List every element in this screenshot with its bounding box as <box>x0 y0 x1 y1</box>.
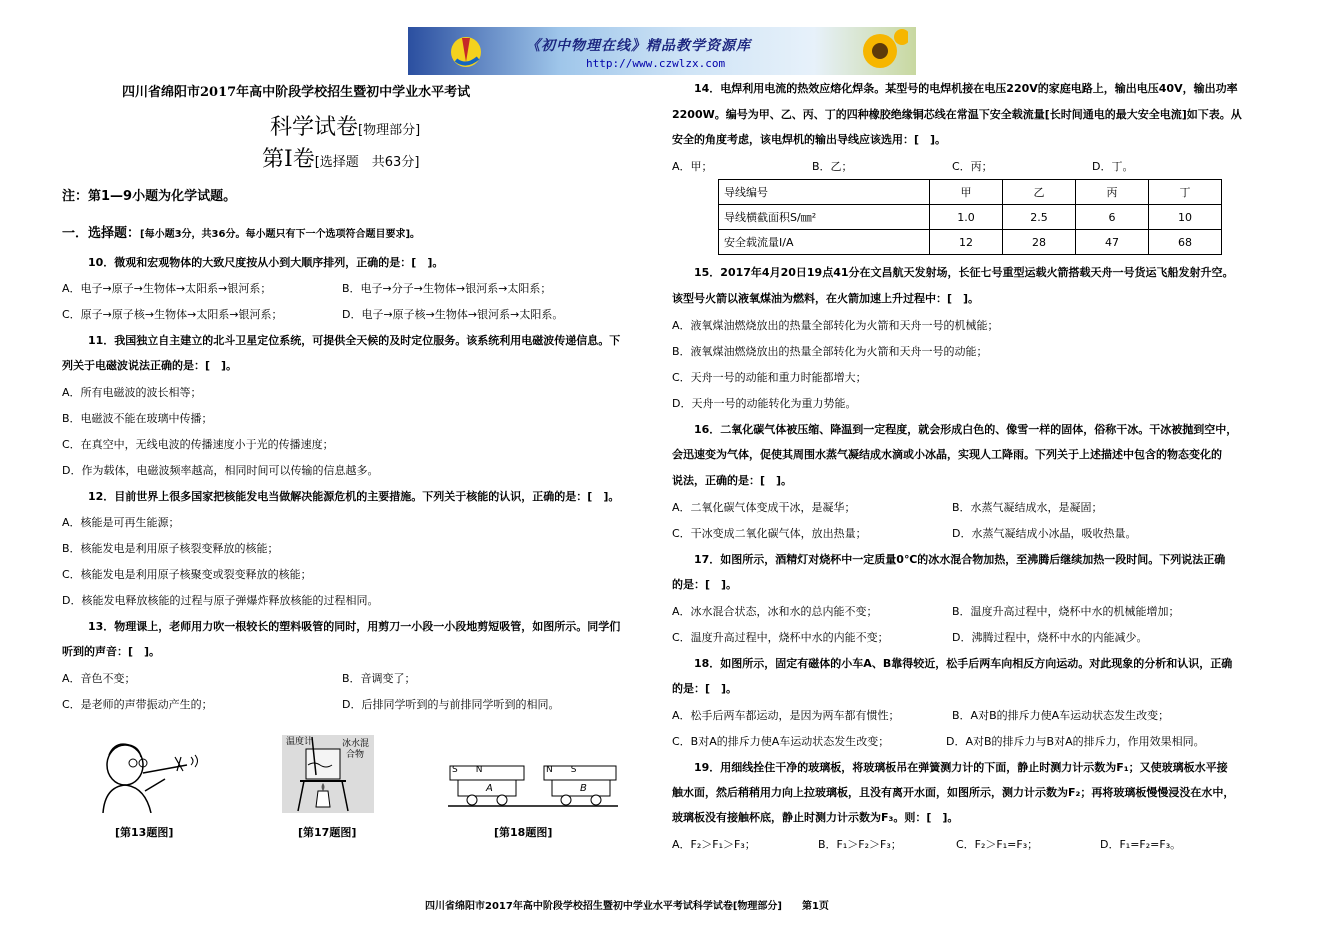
q18-option-d: D．A对B的排斥力与B对A的排斥力，作用效果相同。 <box>946 735 1205 748</box>
cart-b-label: B <box>580 783 587 794</box>
table-header-cell: 导线编号 <box>719 180 930 205</box>
banner-url[interactable]: http://www.czwlzx.com <box>586 57 726 70</box>
q13-option-c: C．是老师的声带振动产生的； <box>62 698 213 711</box>
exam-title: 四川省绵阳市2017年高中阶段学校招生暨初中学业水平考试 <box>122 85 471 100</box>
q19-stem-line3: 玻璃板没有接触杯底，静止时测力计示数为F₃。则：[ ]。 <box>672 811 959 824</box>
q18-option-c: C．B对A的排斥力使A车运动状态发生改变； <box>672 735 890 748</box>
q11-stem-line1: 11．我国独立自主建立的北斗卫星定位系统，可提供全天候的及时定位服务。该系统利用电磁波传递信息。下 <box>88 334 621 347</box>
table-cell: 12 <box>930 230 1003 255</box>
q11-option-a: A．所有电磁波的波长相等； <box>62 386 202 399</box>
table-row <box>719 205 1222 230</box>
q15-stem-line1: 15．2017年4月20日19点41分在文昌航天发射场，长征七号重型运载火箭搭载天舟一号货运飞船发射升空。 <box>694 266 1234 279</box>
q10-stem: 10．微观和宏观物体的大致尺度按从小到大顺序排列，正确的是：[ ]。 <box>88 256 444 269</box>
q17-option-a: A．冰水混合状态，冰和水的总内能不变； <box>672 605 878 618</box>
paper-title-sub: [物理部分] <box>358 123 421 138</box>
q14-option-b: B．乙； <box>812 160 853 173</box>
wire-current-table <box>718 179 1222 255</box>
q16-option-d: D．水蒸气凝结成小冰晶，吸收热量。 <box>952 527 1137 540</box>
table-cell: 1.0 <box>930 205 1003 230</box>
q14-option-d: D．丁。 <box>1092 160 1134 173</box>
note: 注：第1—9小题为化学试题。 <box>62 189 237 204</box>
section-heading <box>62 225 420 244</box>
table-header-row <box>719 180 1222 205</box>
q19-stem-line1: 19．用细线拴住干净的玻璃板，将玻璃板吊在弹簧测力计的下面，静止时测力计示数为F₁；又使玻璃板水平接 <box>694 761 1228 774</box>
table-cell: 6 <box>1076 205 1149 230</box>
volume-title-main: 第Ⅰ卷 <box>262 147 315 172</box>
q13-stem-line1: 13．物理课上，老师用力吹一根较长的塑料吸管的同时，用剪刀一小段一小段地剪短吸管，如图所示。同学们 <box>88 620 621 633</box>
q15-option-a: A．液氧煤油燃烧放出的热量全部转化为火箭和天舟一号的机械能； <box>672 319 999 332</box>
q15-option-c: C．天舟一号的动能和重力时能都增大； <box>672 371 867 384</box>
table-row <box>719 230 1222 255</box>
table-cell: 安全载流量I/A <box>719 230 930 255</box>
q16-option-c: C．干冰变成二氧化碳气体，放出热量； <box>672 527 867 540</box>
table-header-cell: 甲 <box>930 180 1003 205</box>
cart-a-label: A <box>486 783 493 794</box>
mixture-label-1: 冰水混 <box>342 739 370 749</box>
q16-option-a: A．二氧化碳气体变成干冰，是凝华； <box>672 501 856 514</box>
volume-title <box>262 145 419 178</box>
figure-17-beaker <box>282 735 374 813</box>
magnet-a-poles: S N <box>452 765 483 775</box>
table-cell: 28 <box>1003 230 1076 255</box>
q17-stem-line1: 17．如图所示，酒精灯对烧杯中一定质量0℃的冰水混合物加热，至沸腾后继续加热一段时间。下列说法正确 <box>694 553 1226 566</box>
q19-stem-line2: 触水面，然后稍稍用力向上拉玻璃板，且没有离开水面，如图所示，测力计示数为F₂；再将玻璃板慢慢浸没在水中， <box>672 786 1235 799</box>
q15-option-b: B．液氧煤油燃烧放出的热量全部转化为火箭和天舟一号的动能； <box>672 345 988 358</box>
q18-option-a: A．松手后两车都运动，是因为两车都有惯性； <box>672 709 900 722</box>
page-footer: 四川省绵阳市2017年高中阶段学校招生暨初中学业水平考试科学试卷[物理部分] 第1页 <box>425 901 829 912</box>
table-cell: 47 <box>1076 230 1149 255</box>
q17-option-c: C．温度升高过程中，烧杯中水的内能不变； <box>672 631 889 644</box>
logo-icon <box>448 32 484 70</box>
section-desc: [每小题3分，共36分。每小题只有下一个选项符合题目要求]。 <box>140 229 421 240</box>
q11-stem-line2: 列关于电磁波说法正确的是：[ ]。 <box>62 359 238 372</box>
q18-stem-line1: 18．如图所示，固定有磁体的小车A、B靠得较近，松手后两车向相反方向运动。对此现象的分析和认识，正确 <box>694 657 1233 670</box>
paper-title-main: 科学试卷 <box>270 115 359 140</box>
q14-option-c: C．丙； <box>952 160 993 173</box>
table-cell: 10 <box>1149 205 1222 230</box>
q10-option-b: B．电子→分子→生物体→银河系→太阳系； <box>342 282 552 295</box>
q17-option-d: D．沸腾过程中，烧杯中水的内能减少。 <box>952 631 1148 644</box>
q18-stem-line2: 的是：[ ]。 <box>672 682 738 695</box>
q12-stem: 12．目前世界上很多国家把核能发电当做解决能源危机的主要措施。下列关于核能的认识，正确的是：[ ]。 <box>88 490 620 503</box>
table-cell: 2.5 <box>1003 205 1076 230</box>
q19-option-c: C．F₂＞F₁=F₃； <box>956 838 1039 851</box>
q10-option-d: D．电子→原子核→生物体→银河系→太阳系。 <box>342 308 564 321</box>
q16-stem-line1: 16．二氧化碳气体被压缩、降温到一定程度，就会形成白色的、像雪一样的固体，俗称干冰。干冰被抛到空中， <box>694 423 1238 436</box>
figure-17-caption: [第17题图] <box>298 826 357 839</box>
q17-option-b: B．温度升高过程中，烧杯中水的机械能增加； <box>952 605 1180 618</box>
section-heading-label: 一．选择题： <box>62 226 141 241</box>
q14-stem-line2: 2200W。编号为甲、乙、丙、丁的四种橡胶绝缘铜芯线在常温下安全载流量[长时间通电的最大安全电流]如下表。从 <box>672 108 1242 121</box>
table-cell: 导线横截面积S/㎜² <box>719 205 930 230</box>
site-banner <box>408 27 916 75</box>
table-header-cell: 乙 <box>1003 180 1076 205</box>
q13-option-a: A．音色不变； <box>62 672 136 685</box>
q14-stem-line1: 14．电焊利用电流的热效应熔化焊条。某型号的电焊机接在电压220V的家庭电路上，输出电压40V，输出功率 <box>694 82 1238 95</box>
thermometer-label: 温度计 <box>286 737 314 747</box>
figure-18-caption: [第18题图] <box>494 826 553 839</box>
q16-stem-line3: 说法，正确的是：[ ]。 <box>672 474 793 487</box>
figure-13-teacher-straw <box>95 735 205 813</box>
q11-option-b: B．电磁波不能在玻璃中传播； <box>62 412 213 425</box>
magnet-b-poles: N S <box>546 765 577 775</box>
figure-13-caption: [第13题图] <box>115 826 174 839</box>
q13-option-d: D．后排同学听到的与前排同学听到的相同。 <box>342 698 560 711</box>
q16-option-b: B．水蒸气凝结成水，是凝固； <box>952 501 1103 514</box>
q16-stem-line2: 会迅速变为气体，促使其周围水蒸气凝结成水滴或小冰晶，实现人工降雨。下列关于上述描述中包含的物态变化的 <box>672 448 1222 461</box>
q14-stem-line3: 安全的角度考虑，该电焊机的输出导线应该选用：[ ]。 <box>672 133 947 146</box>
q19-option-b: B．F₁＞F₂＞F₃； <box>818 838 902 851</box>
q10-option-a: A．电子→原子→生物体→太阳系→银河系； <box>62 282 272 295</box>
q13-stem-line2: 听到的声音：[ ]。 <box>62 645 161 658</box>
q12-option-c: C．核能发电是利用原子核聚变或裂变释放的核能； <box>62 568 312 581</box>
volume-title-sub: [选择题 共63分] <box>314 155 420 170</box>
table-header-cell: 丁 <box>1149 180 1222 205</box>
table-header-cell: 丙 <box>1076 180 1149 205</box>
q11-option-d: D．作为载体，电磁波频率越高，相同时间可以传输的信息越多。 <box>62 464 379 477</box>
q13-option-b: B．音调变了； <box>342 672 416 685</box>
mixture-label-2: 合物 <box>346 750 365 760</box>
q12-option-d: D．核能发电释放核能的过程与原子弹爆炸释放核能的过程相同。 <box>62 594 379 607</box>
q11-option-c: C．在真空中，无线电波的传播速度小于光的传播速度； <box>62 438 334 451</box>
table-cell: 68 <box>1149 230 1222 255</box>
q15-option-d: D．天舟一号的动能转化为重力势能。 <box>672 397 857 410</box>
q19-option-a: A．F₂＞F₁＞F₃； <box>672 838 756 851</box>
q18-option-b: B．A对B的排斥力使A车运动状态发生改变； <box>952 709 1170 722</box>
q10-option-c: C．原子→原子核→生物体→太阳系→银河系； <box>62 308 283 321</box>
sunflower-icon <box>852 29 908 75</box>
q14-option-a: A．甲； <box>672 160 713 173</box>
q12-option-b: B．核能发电是利用原子核裂变释放的核能； <box>62 542 279 555</box>
q15-stem-line2: 该型号火箭以液氧煤油为燃料，在火箭加速上升过程中：[ ]。 <box>672 292 980 305</box>
q12-option-a: A．核能是可再生能源； <box>62 516 180 529</box>
banner-title: 《初中物理在线》精品教学资源库 <box>526 38 751 54</box>
q19-option-d: D．F₁=F₂=F₃。 <box>1100 838 1182 851</box>
q17-stem-line2: 的是：[ ]。 <box>672 578 738 591</box>
paper-title <box>270 113 420 146</box>
